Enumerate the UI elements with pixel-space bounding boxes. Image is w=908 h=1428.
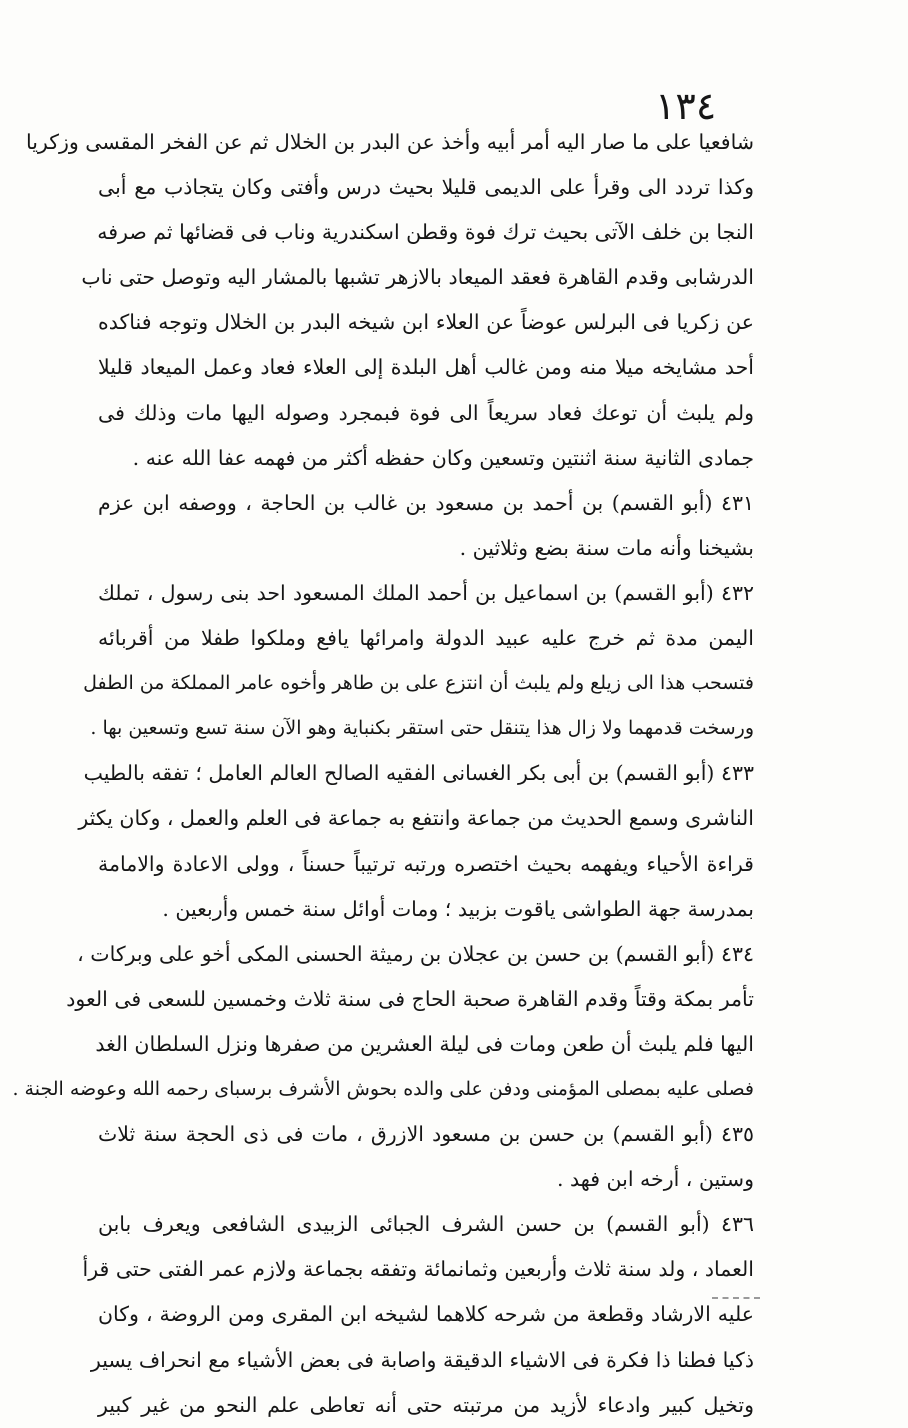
text-line: فصلى عليه بمصلى المؤمنى ودفن على والده بحوش الأشرف برسباى رحمه الله وعوضه الجنة . [12, 1077, 754, 1100]
text-line: وتخيل كبير وادعاء لأزيد من مرتبته حتى أنه تعاطى علم النحو من غير كبير [98, 1392, 754, 1417]
text-line: عليه الارشاد وقطعة من شرحه كلاهما لشيخه ابن المقرى ومن الروضة ، وكان [98, 1302, 754, 1327]
text-line: ذكيا فطنا ذا فكرة فى الاشياء الدقيقة واصابة فى بعض الأشياء مع انحراف يسير [90, 1347, 754, 1372]
entry-431-line: ٤٣١ (أبو القسم) بن أحمد بن مسعود بن غالب بن الحاجة ، ووصفه ابن عزم [98, 490, 754, 515]
text-line: جمادى الثانية سنة اثنتين وتسعين وكان حفظه أكثر من فهمه عفا الله عنه . [132, 445, 754, 470]
text-line: عن زكريا فى البرلس عوضاً عن العلاء ابن شيخه البدر بن الخلال وتوجه فناكده [98, 310, 754, 335]
text-line: وكذا تردد الى وقرأ على الديمى قليلا بحيث درس وأفتى وكان يتجاذب مع أبى [98, 175, 754, 200]
text-line: شافعيا على ما صار اليه أمر أبيه وأخذ عن البدر بن الخلال ثم عن الفخر المقسى وزكريا [25, 130, 754, 154]
text-line: النجا بن خلف الآتى بحيث ترك فوة وقطن اسكندرية وناب فى قضائها ثم صرفه [97, 220, 754, 245]
text-line: أحد مشايخه ميلا منه ومن غالب أهل البلدة إلى العلاء فعاد وعمل الميعاد قليلا [98, 355, 754, 380]
entry-433-line: ٤٣٣ (أبو القسم) بن أبى بكر الغسانى الفقيه الصالح العالم العامل ؛ تفقه بالطيب [83, 761, 754, 786]
text-line: ولم يلبث أن توعك فعاد سريعاً الى فوة فبمجرد وصوله اليها مات وذلك فى [98, 400, 754, 425]
text-line: تأمر بمكة وقتاً وقدم القاهرة صحبة الحاج فى سنة ثلاث وخمسين للسعى فى العود [66, 986, 754, 1011]
text-line: الدرشابى وقدم القاهرة فعقد الميعاد بالازهر تشبها بالمشار اليه وتوصل حتى ناب [81, 265, 754, 290]
continuation-mark [712, 1297, 760, 1299]
text-line: الناشرى وسمع الحديث من جماعة وانتفع به جماعة فى العلم والعمل ، وكان يكثر [78, 806, 754, 831]
text-line: العماد ، ولد سنة ثلاث وأربعين وثمانمائة وتفقه بجماعة ولازم عمر الفتى حتى قرأ [82, 1257, 754, 1282]
text-line: اليها فلم يلبث أن طعن ومات فى ليلة العشرين من صفرها ونزل السلطان الغد [95, 1031, 754, 1056]
entry-436-line: ٤٣٦ (أبو القسم) بن حسن الشرف الجبائى الزبيدى الشافعى ويعرف بابن [98, 1212, 754, 1237]
page-number: ١٣٤ [655, 84, 717, 128]
text-line: فتسحب هذا الى زيلع ولم يلبث أن انتزع على بن طاهر وأخوه عامر المملكة من الطفل [83, 672, 754, 695]
text-line: بمدرسة جهة الطواشى ياقوت بزبيد ؛ ومات أوائل سنة خمس وأربعين . [162, 896, 754, 921]
text-line: اليمن مدة ثم خرج عليه عبيد الدولة وامرائها يافع وملكوا طفلا من أقربائه [98, 626, 754, 651]
page-body [12, 120, 754, 1428]
text-line: ورسخت قدمهما ولا زال هذا يتنقل حتى استقر بكنباية وهو الآن سنة تسع وتسعين بها . [90, 717, 754, 740]
text-line: بشيخنا وأنه مات سنة بضع وثلاثين . [459, 535, 754, 560]
text-line: قراءة الأحياء ويفهمه بحيث اختصره ورتبه ترتيباً حسناً ، وولى الاعادة والامامة [98, 851, 754, 876]
entry-432-line: ٤٣٢ (أبو القسم) بن اسماعيل بن أحمد الملك المسعود احد بنى رسول ، تملك [98, 580, 754, 605]
entry-434-line: ٤٣٤ (أبو القسم) بن حسن بن عجلان بن رميثة الحسنى المكى أخو على وبركات ، [77, 941, 754, 966]
text-line: وستين ، أرخه ابن فهد . [556, 1167, 754, 1192]
entry-435-line: ٤٣٥ (أبو القسم) بن حسن بن مسعود الازرق ، مات فى ذى الحجة سنة ثلاث [98, 1122, 754, 1147]
